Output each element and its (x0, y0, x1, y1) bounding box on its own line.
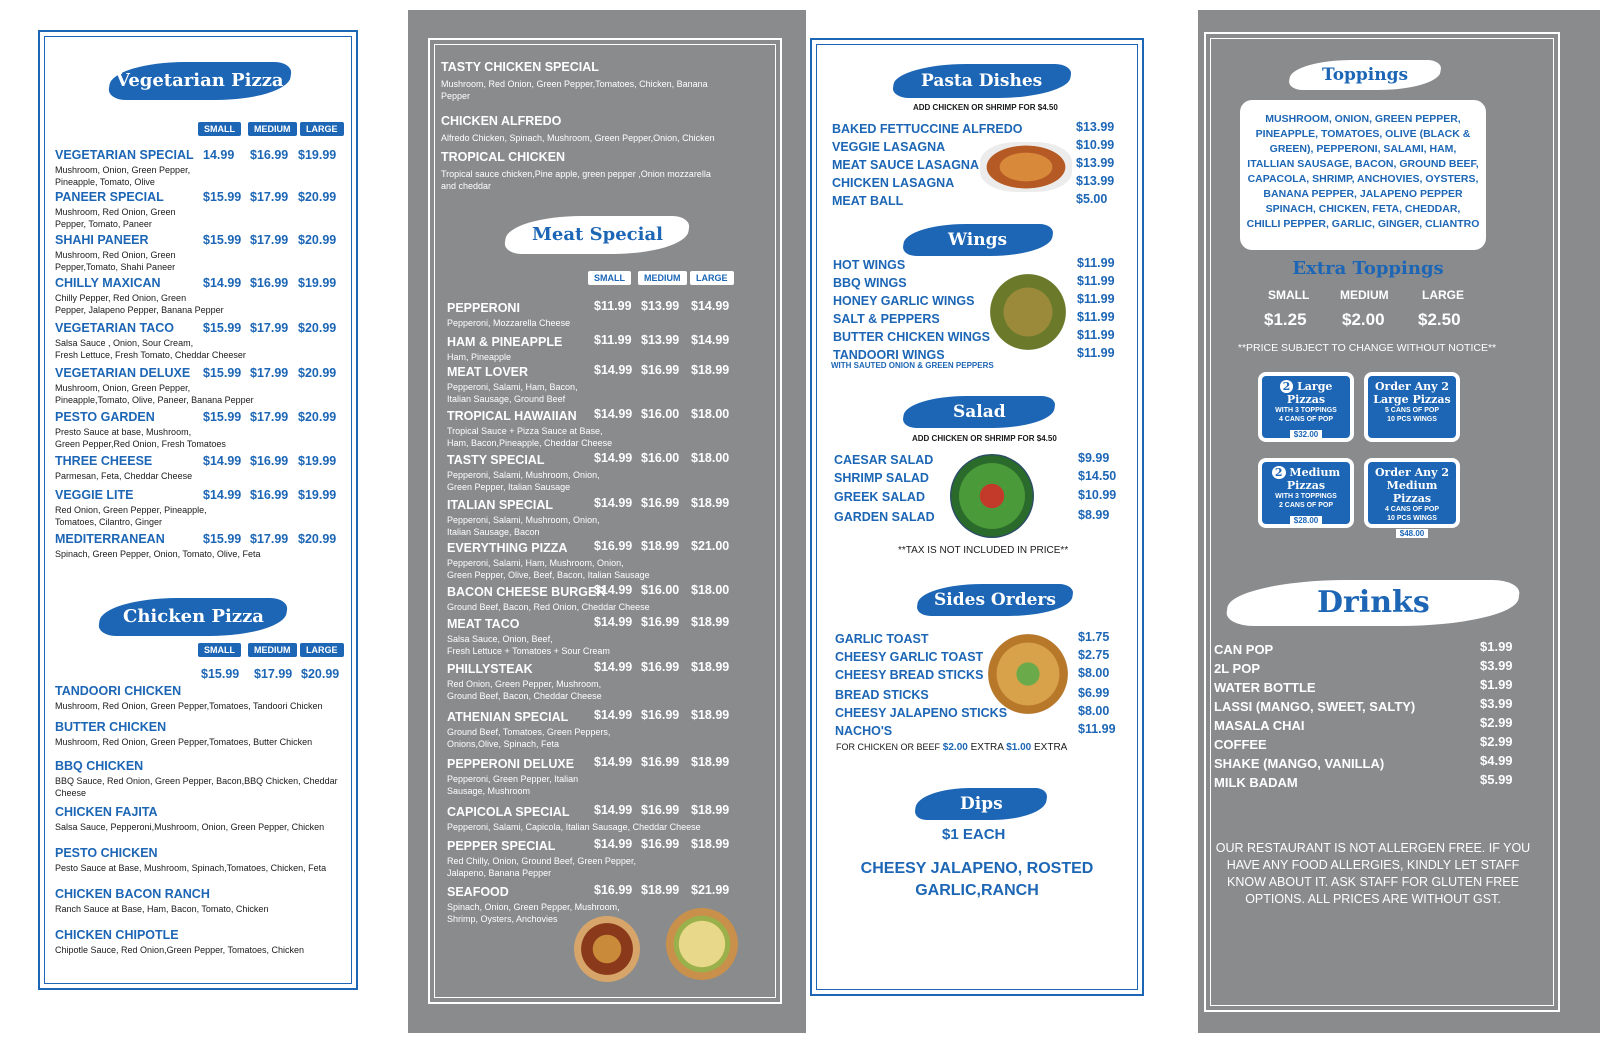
price-notice: **PRICE SUBJECT TO CHANGE WITHOUT NOTICE** (1237, 342, 1497, 354)
menu-item-price-medium: $18.99 (641, 539, 680, 553)
panel-meat-special (408, 10, 806, 1033)
menu-item-price-medium: $17.99 (250, 321, 289, 335)
promo-price: $32.00 (1290, 430, 1322, 439)
menu-item-price-small: $15.99 (203, 190, 242, 204)
menu-item-price-medium: $16.99 (641, 496, 680, 510)
topping-line: GREEN), PEPPERONI, SALAMI, HAM, (1269, 143, 1457, 155)
menu-item-desc: Chipotle Sauce, Red Onion,Green Pepper, Tomatoes, Chicken (55, 945, 304, 955)
menu-item-name: PESTO GARDEN (55, 410, 155, 424)
menu-item-desc: Tropical sauce chicken,Pine apple, green pepper ,Onion mozzarella and cheddar (441, 169, 711, 191)
menu-item-name: ITALIAN SPECIAL (447, 498, 554, 512)
panel-vegetarian-chicken (0, 0, 390, 1043)
menu-item-desc: Pesto Sauce at Base, Mushroom, Spinach,Tomatoes, Chicken, Feta (55, 863, 327, 873)
promo-line-2: 4 CANS OF POP (1278, 416, 1334, 423)
drink-name: LASSI (MANGO, SWEET, SALTY) (1214, 699, 1416, 714)
drink-name: MILK BADAM (1214, 775, 1298, 790)
menu-item-desc: Pepperoni, Salami, Capicola, Italian Sausage, Cheddar Cheese (447, 822, 701, 832)
menu-item-price: $8.99 (1078, 508, 1110, 522)
menu-item-name: MEAT TACO (447, 617, 520, 631)
menu-item-name: TANDOORI CHICKEN (55, 684, 182, 698)
menu-item-name: CHICKEN FAJITA (55, 805, 158, 819)
promo-number: 2 (1280, 380, 1294, 393)
meat-size-large: LARGE (690, 271, 734, 285)
menu-item-price-large: $20.99 (298, 233, 337, 247)
menu-item-desc: Spinach, Onion, Green Pepper, Mushroom, Shrimp, Oysters, Anchovies (447, 902, 620, 924)
chicken-pizza-banner: Chicken Pizza (97, 598, 288, 636)
topping-line: PINEAPPLE, TOMATOES, OLIVE (BLACK & (1255, 128, 1471, 140)
wings-image (990, 274, 1066, 350)
drink-price: $1.99 (1480, 677, 1513, 692)
menu-item-desc: Tropical Sauce + Pizza Sauce at Base, Ham, Bacon,Pineapple, Cheddar Cheese (447, 426, 613, 448)
menu-item-price-medium: $13.99 (641, 333, 680, 347)
menu-item-name: SALT & PEPPERS (833, 312, 940, 326)
menu-item-price-medium: $17.99 (250, 532, 289, 546)
menu-item-name: EVERYTHING PIZZA (447, 541, 568, 555)
extra-price-large: $2.50 (1418, 310, 1461, 329)
menu-item-price-medium: $16.00 (641, 583, 680, 597)
menu-item-name: BUTTER CHICKEN WINGS (833, 330, 990, 344)
toppings-banner: Toppings (1288, 60, 1442, 90)
drinks-banner: Drinks (1225, 580, 1521, 626)
drink-name: CAN POP (1214, 642, 1274, 657)
menu-item-name: PESTO CHICKEN (55, 846, 158, 860)
menu-item-price-medium: $16.99 (641, 708, 680, 722)
menu-item-name: BUTTER CHICKEN (55, 720, 167, 734)
menu-item-name: THREE CHEESE (55, 454, 153, 468)
menu-item-desc: Ranch Sauce at Base, Ham, Bacon, Tomato, Chicken (55, 904, 269, 914)
menu-item-name: BBQ CHICKEN (55, 759, 144, 773)
menu-item-price-small: $15.99 (203, 410, 242, 424)
lasagna-image (980, 142, 1072, 192)
extra-size-large: LARGE (1422, 288, 1464, 302)
drink-price: $2.99 (1480, 734, 1513, 749)
drink-name: COFFEE (1214, 737, 1267, 752)
menu-item-price-large: $18.99 (691, 496, 730, 510)
menu-item-desc: Mushroom, Onion, Green Pepper, Pineapple,Tomato, Olive, Paneer, Banana Pepper (55, 383, 254, 405)
menu-item-price-small: $14.99 (203, 454, 242, 468)
menu-item-desc: Pepperoni, Green Pepper, Italian Sausage, Mushroom (447, 774, 579, 796)
allergen-disclaimer: OUR RESTAURANT IS NOT ALLERGEN FREE. IF YOU HAVE ANY FOOD ALLERGIES, KINDLY LET STAFF KNOW ABOUT IT. ASK STAFF FOR GLUTEN FREE OPTIONS. ALL PRICES ARE WITHOUT GST. (1215, 841, 1531, 906)
promo-title: Order Any 2 Medium Pizzas (1374, 466, 1450, 505)
drink-name: MASALA CHAI (1214, 718, 1305, 733)
menu-item-price-small: $14.99 (594, 451, 633, 465)
menu-item-desc: Pepperoni, Mozzarella Cheese (447, 318, 571, 328)
menu-item-name: BREAD STICKS (835, 688, 929, 702)
menu-item-desc: Ground Beef, Tomatoes, Green Peppers, Onions,Olive, Spinach, Feta (447, 727, 611, 749)
menu-item-price: $11.99 (1078, 722, 1116, 736)
menu-item-price-small: $11.99 (594, 299, 632, 313)
menu-item-price: $11.99 (1077, 328, 1115, 342)
dips-line-1: CHEESY JALAPENO, ROSTED (860, 860, 1094, 877)
menu-item-name: CAPICOLA SPECIAL (447, 805, 570, 819)
topping-line: ITALLIAN SAUSAGE, BACON, GROUND BEEF, (1247, 158, 1479, 170)
extra-mid: EXTRA (970, 742, 1004, 753)
menu-item-name: PHILLYSTEAK (447, 662, 533, 676)
promo-line-2: 2 CANS OF POP (1278, 502, 1334, 509)
menu-item-price: $13.99 (1076, 120, 1115, 134)
chicken-size-large: LARGE (300, 643, 344, 657)
menu-item-price-medium: $16.99 (250, 488, 289, 502)
menu-item-price-medium: $16.99 (641, 755, 680, 769)
menu-item-price: $1.75 (1078, 630, 1110, 644)
menu-item-price-large: $18.99 (691, 660, 730, 674)
pizza-image-2 (666, 908, 738, 980)
menu-item-desc: Mushroom, Red Onion, Green Pepper,Tomatoes, Chicken, Banana Pepper (441, 79, 708, 101)
sides-banner: Sides Orders (916, 584, 1074, 616)
menu-item-name: TROPICAL CHICKEN (441, 150, 566, 164)
promo-title: Medium Pizzas (1286, 466, 1341, 492)
menu-item-price-medium: $16.99 (641, 363, 680, 377)
menu-item-price-large: $19.99 (298, 276, 337, 290)
menu-item-price-medium: $17.99 (250, 410, 289, 424)
drink-price: $3.99 (1480, 658, 1513, 673)
menu-item-price-large: $19.99 (298, 454, 337, 468)
promo-title: Order Any 2 Large Pizzas (1373, 380, 1451, 406)
menu-item-price-small: $16.99 (594, 539, 633, 553)
menu-item-price-small: $14.99 (594, 615, 633, 629)
promo-2-medium[interactable] (1258, 458, 1354, 528)
menu-item-name: HONEY GARLIC WINGS (833, 294, 975, 308)
menu-item-price-large: $18.99 (691, 708, 730, 722)
menu-item-price-small: $15.99 (203, 233, 242, 247)
menu-item-price: $14.50 (1078, 469, 1117, 483)
topping-line: CHILLI PEPPER, GARLIC, GINGER, CLIANTRO (1246, 218, 1480, 230)
drink-price: $2.99 (1480, 715, 1513, 730)
menu-item-price-medium: $17.99 (250, 190, 289, 204)
menu-item-price-small: $14.99 (594, 407, 633, 421)
menu-item-price-small: $15.99 (203, 532, 242, 546)
promo-order-2-large[interactable] (1364, 372, 1460, 442)
menu-item-price-medium: $18.99 (641, 883, 680, 897)
menu-item-price: $13.99 (1076, 156, 1115, 170)
size-label-large: LARGE (300, 122, 344, 136)
menu-item-name: MEAT SAUCE LASAGNA (832, 158, 979, 172)
menu-item-price-small: $11.99 (594, 333, 632, 347)
menu-item-desc: Red Onion, Green Pepper, Pineapple, Tomatoes, Cilantro, Ginger (55, 505, 207, 527)
menu-item-price-small: $15.99 (203, 366, 242, 380)
menu-item-price-medium: $16.99 (250, 276, 289, 290)
menu-item-price-small: $14.99 (594, 837, 633, 851)
extra-price-1: $2.00 (942, 742, 968, 753)
promo-title: Large Pizzas (1286, 380, 1333, 406)
menu-item-price: $10.99 (1076, 138, 1115, 152)
menu-item-price: $8.00 (1078, 704, 1110, 718)
toppings-box (1240, 100, 1486, 250)
menu-item-price: $2.75 (1078, 648, 1110, 662)
menu-item-desc: Mushroom, Red Onion, Green Pepper,Tomatoes, Tandoori Chicken (55, 701, 323, 711)
menu-item-name: PEPPER SPECIAL (447, 839, 556, 853)
menu-item-name: SEAFOOD (447, 885, 509, 899)
menu-item-price: $8.00 (1078, 666, 1110, 680)
menu-item-price-large: $18.99 (691, 755, 730, 769)
salad-note: ADD CHICKEN OR SHRIMP FOR $4.50 (912, 434, 1057, 443)
menu-item-price-large: $18.99 (691, 803, 730, 817)
chicken-size-medium: MEDIUM (248, 643, 297, 657)
menu-item-price-large: $14.99 (691, 333, 730, 347)
menu-item-desc: Salsa Sauce, Pepperoni,Mushroom, Onion, Green Pepper, Chicken (55, 822, 325, 832)
dips-line-2: GARLIC,RANCH (915, 882, 1039, 899)
menu-item-desc: Chilly Pepper, Red Onion, Green Pepper, Jalapeno Pepper, Banana Pepper (55, 293, 224, 315)
menu-item-price-large: $20.99 (298, 190, 337, 204)
sides-extra-note (836, 742, 1067, 753)
menu-item-desc: Pepperoni, Salami, Ham, Bacon, Italian Sausage, Ground Beef (447, 382, 578, 404)
salad-image (950, 454, 1034, 538)
menu-item-name: HAM & PINEAPPLE (447, 335, 563, 349)
menu-item-desc: Salsa Sauce, Onion, Beef, Fresh Lettuce + Tomatoes + Sour Cream (447, 634, 610, 656)
menu-item-name: BACON CHEESE BURGER (447, 585, 606, 599)
drink-price: $4.99 (1480, 753, 1513, 768)
topping-line: BANANA PEPPER, JALAPENO PEPPER (1263, 188, 1463, 200)
menu-item-price-medium: $16.99 (641, 615, 680, 629)
menu-item-name: CHILLY MAXICAN (55, 276, 161, 290)
menu-item-name: BAKED FETTUCCINE ALFREDO (832, 122, 1023, 136)
menu-item-price-large: $20.99 (298, 321, 337, 335)
menu-item-name: GARDEN SALAD (834, 510, 935, 524)
menu-item-desc: Mushroom, Onion, Green Pepper, Pineapple, Tomato, Olive (55, 165, 191, 187)
menu-item-price-large: $19.99 (298, 488, 337, 502)
menu-item-name: CHEESY BREAD STICKS (835, 668, 984, 682)
wings-note: WITH SAUTED ONION & GREEN PEPPERS (831, 361, 994, 370)
menu-item-price-small: $14.99 (594, 803, 633, 817)
extra-pre: FOR CHICKEN OR BEEF (836, 742, 941, 752)
menu-item-name: VEGETARIAN DELUXE (55, 366, 191, 380)
menu-item-price-small: $14.99 (203, 276, 242, 290)
menu-item-price-small: $14.99 (594, 583, 633, 597)
menu-item-name: CHEESY JALAPENO STICKS (835, 706, 1008, 720)
extra-size-medium: MEDIUM (1340, 288, 1389, 302)
menu-item-desc: Red Onion, Green Pepper, Mushroom, Ground Beef, Bacon, Cheddar Cheese (447, 679, 602, 701)
menu-item-name: PANEER SPECIAL (55, 190, 164, 204)
drink-name: WATER BOTTLE (1214, 680, 1316, 695)
menu-item-price-small: $14.99 (594, 755, 633, 769)
menu-item-price-large: $21.99 (691, 883, 730, 897)
menu-item-name: CAESAR SALAD (834, 453, 934, 467)
salad-banner: Salad (902, 396, 1056, 428)
drink-price: $5.99 (1480, 772, 1513, 787)
menu-item-name: VEGGIE LASAGNA (832, 140, 946, 154)
menu-item-price-large: $20.99 (298, 532, 337, 546)
menu-item-price-large: $19.99 (298, 148, 337, 162)
menu-item-price-large: $18.99 (691, 837, 730, 851)
menu-item-price-large: $20.99 (298, 366, 337, 380)
promo-line-2: 10 PCS WINGS (1387, 515, 1437, 522)
extra-price-small: $1.25 (1264, 310, 1307, 329)
extra-toppings-title: Extra Toppings (1292, 258, 1444, 279)
menu-item-price-small: $16.99 (594, 883, 633, 897)
panel-pasta-wings-salad-sides (808, 0, 1198, 1043)
menu-item-price-medium: $16.99 (250, 148, 289, 162)
promo-line-1: 4 CANS OF POP (1384, 506, 1440, 513)
meat-special-banner: Meat Special (503, 216, 690, 254)
menu-item-price: $11.99 (1077, 346, 1115, 360)
drink-name: SHAKE (MANGO, VANILLA) (1214, 756, 1385, 771)
dips-price: $1 EACH (942, 826, 1006, 843)
menu-item-price-medium: $16.99 (641, 837, 680, 851)
promo-line-1: WITH 3 TOPPINGS (1275, 407, 1337, 414)
menu-item-price: $11.99 (1077, 292, 1115, 306)
menu-item-price: $11.99 (1077, 310, 1115, 324)
menu-item-name: VEGETARIAN SPECIAL (55, 148, 194, 162)
menu-item-price-medium: $17.99 (250, 366, 289, 380)
promo-line-1: WITH 3 TOPPINGS (1275, 493, 1337, 500)
menu-item-price: $9.99 (1078, 451, 1110, 465)
menu-item-price: $5.00 (1076, 192, 1108, 206)
drink-price: $1.99 (1480, 639, 1513, 654)
menu-item-name: CHICKEN ALFREDO (441, 114, 562, 128)
menu-item-price-medium: $16.99 (641, 660, 680, 674)
menu-item-price-large: $14.99 (691, 299, 730, 313)
chicken-price-medium: $17.99 (254, 667, 293, 681)
menu-item-name: PEPPERONI DELUXE (447, 757, 575, 771)
meat-size-small: SMALL (588, 271, 631, 285)
promo-line-1: 5 CANS OF POP (1384, 407, 1440, 414)
nachos-image (988, 634, 1068, 714)
menu-item-price-large: $21.00 (691, 539, 730, 553)
menu-item-desc: Mushroom, Red Onion, Green Pepper,Tomatoes, Butter Chicken (55, 737, 313, 747)
menu-item-price-large: $18.00 (691, 583, 730, 597)
menu-item-name: CHICKEN CHIPOTLE (55, 928, 179, 942)
extra-price-medium: $2.00 (1342, 310, 1385, 329)
menu-item-name: HOT WINGS (833, 258, 906, 272)
menu-item-desc: Pepperoni, Salami, Mushroom, Onion, Green Pepper, Italian Sausage (447, 470, 600, 492)
menu-item-desc: Parmesan, Feta, Cheddar Cheese (55, 471, 193, 481)
menu-item-price-medium: $16.99 (250, 454, 289, 468)
size-label-small: SMALL (198, 122, 241, 136)
menu-item-desc: Pepperoni, Salami, Mushroom, Onion, Italian Sausage, Bacon (447, 515, 600, 537)
drink-name: 2L POP (1214, 661, 1261, 676)
promo-price: $28.00 (1290, 516, 1322, 525)
menu-item-desc: Ground Beef, Bacon, Red Onion, Cheddar Cheese (447, 602, 650, 612)
menu-item-name: SHAHI PANEER (55, 233, 149, 247)
toppings-lines (1240, 100, 1486, 232)
menu-item-desc: BBQ Sauce, Red Onion, Green Pepper, Bacon,BBQ Chicken, Cheddar Cheese (55, 776, 338, 798)
wings-banner: Wings (902, 224, 1054, 256)
size-label-medium: MEDIUM (248, 122, 297, 136)
topping-line: SPINACH, CHICKEN, FETA, CHEDDAR, (1265, 203, 1461, 215)
menu-item-desc: Ham, Pineapple (447, 352, 512, 362)
promo-line-2: 10 PCS WINGS (1387, 416, 1437, 423)
menu-item-name: CHICKEN BACON RANCH (55, 887, 210, 901)
menu-item-price: $10.99 (1078, 488, 1117, 502)
menu-item-price: $11.99 (1077, 256, 1115, 270)
menu-item-name: CHEESY GARLIC TOAST (835, 650, 984, 664)
menu-item-price-large: $18.99 (691, 615, 730, 629)
chicken-size-small: SMALL (198, 643, 241, 657)
menu-item-name: TANDOORI WINGS (833, 348, 945, 362)
menu-item-name: TROPICAL HAWAIIAN (447, 409, 577, 423)
menu-item-price-large: $18.99 (691, 363, 730, 377)
menu-item-price-small: $14.99 (594, 660, 633, 674)
menu-item-name: SHRIMP SALAD (834, 471, 929, 485)
menu-item-name: CHICKEN LASAGNA (832, 176, 955, 190)
promo-number: 2 (1272, 466, 1286, 479)
menu-item-price-large: $18.00 (691, 407, 730, 421)
meat-size-medium: MEDIUM (638, 271, 687, 285)
menu-item-desc: Salsa Sauce , Onion, Sour Cream, Fresh Lettuce, Fresh Tomato, Cheddar Cheeser (55, 338, 246, 360)
menu-item-name: PEPPERONI (447, 301, 520, 315)
menu-item-price-small: $14.99 (203, 488, 242, 502)
menu-item-name: VEGGIE LITE (55, 488, 134, 502)
promo-2-large[interactable] (1258, 372, 1354, 442)
extra-size-small: SMALL (1268, 288, 1310, 302)
menu-item-price: $11.99 (1077, 274, 1115, 288)
menu-item-price-small: 14.99 (203, 148, 235, 162)
topping-line: MUSHROOM, ONION, GREEN PEPPER, (1265, 113, 1461, 125)
menu-item-price-small: $14.99 (594, 708, 633, 722)
menu-item-name: GREEK SALAD (834, 490, 925, 504)
menu-item-desc: Mushroom, Red Onion, Green Pepper,Tomato, Shahi Paneer (55, 250, 176, 272)
menu-item-name: MEAT BALL (832, 194, 904, 208)
chicken-price-small: $15.99 (201, 667, 240, 681)
menu-item-price-large: $20.99 (298, 410, 337, 424)
menu-item-price-small: $15.99 (203, 321, 242, 335)
menu-item-name: BBQ WINGS (833, 276, 907, 290)
menu-item-desc: Spinach, Green Pepper, Onion, Tomato, Olive, Feta (55, 549, 261, 559)
vegetarian-pizza-banner: Vegetarian Pizza (107, 62, 292, 100)
menu-item-price-medium: $16.00 (641, 451, 680, 465)
menu-item-desc: Mushroom, Red Onion, Green Pepper, Tomato, Paneer (55, 207, 176, 229)
menu-item-name: NACHO'S (835, 724, 893, 738)
menu-item-name: TASTY SPECIAL (447, 453, 545, 467)
menu-item-name: TASTY CHICKEN SPECIAL (441, 60, 599, 74)
menu-item-desc: Red Chilly, Onion, Ground Beef, Green Pepper, Jalapeno, Banana Pepper (447, 856, 636, 878)
topping-line: CAPACOLA, SHRIMP, ANCHOVIES, OYSTERS, (1247, 173, 1479, 185)
menu-item-name: ATHENIAN SPECIAL (447, 710, 569, 724)
menu-item-price-large: $18.00 (691, 451, 730, 465)
tax-note: **TAX IS NOT INCLUDED IN PRICE** (898, 545, 1069, 556)
pasta-note: ADD CHICKEN OR SHRIMP FOR $4.50 (913, 103, 1058, 112)
menu-item-price-medium: $16.00 (641, 407, 680, 421)
menu-item-price-medium: $16.99 (641, 803, 680, 817)
menu-item-price-small: $14.99 (594, 363, 633, 377)
menu-item-name: GARLIC TOAST (835, 632, 929, 646)
menu-item-price: $6.99 (1078, 686, 1110, 700)
menu-item-name: VEGETARIAN TACO (55, 321, 174, 335)
chicken-price-large: $20.99 (301, 667, 340, 681)
menu-item-price-medium: $13.99 (641, 299, 680, 313)
menu-item-price: $13.99 (1076, 174, 1115, 188)
promo-price: $48.00 (1396, 529, 1428, 538)
extra-post: EXTRA (1034, 742, 1068, 753)
dips-banner: Dips (914, 788, 1048, 820)
menu-item-desc: Alfredo Chicken, Spinach, Mushroom, Green Pepper,Onion, Chicken (441, 133, 715, 143)
menu-item-name: MEDITERRANEAN (55, 532, 165, 546)
menu-item-desc: Pepperoni, Salami, Ham, Mushroom, Onion, Green Pepper, Olive, Beef, Bacon, Italian Sausage (447, 558, 650, 580)
menu-item-desc: Presto Sauce at base, Mushroom, Green Pepper,Red Onion, Fresh Tomatoes (55, 427, 226, 449)
menu-item-price-small: $14.99 (594, 496, 633, 510)
pizza-image (574, 916, 640, 982)
drink-price: $3.99 (1480, 696, 1513, 711)
promo-order-2-medium[interactable] (1364, 458, 1460, 538)
menu-item-price-medium: $17.99 (250, 233, 289, 247)
panel-toppings-drinks (1198, 10, 1600, 1033)
extra-price-2: $1.00 (1006, 742, 1032, 753)
pasta-banner: Pasta Dishes (892, 64, 1073, 98)
menu-item-name: MEAT LOVER (447, 365, 529, 379)
